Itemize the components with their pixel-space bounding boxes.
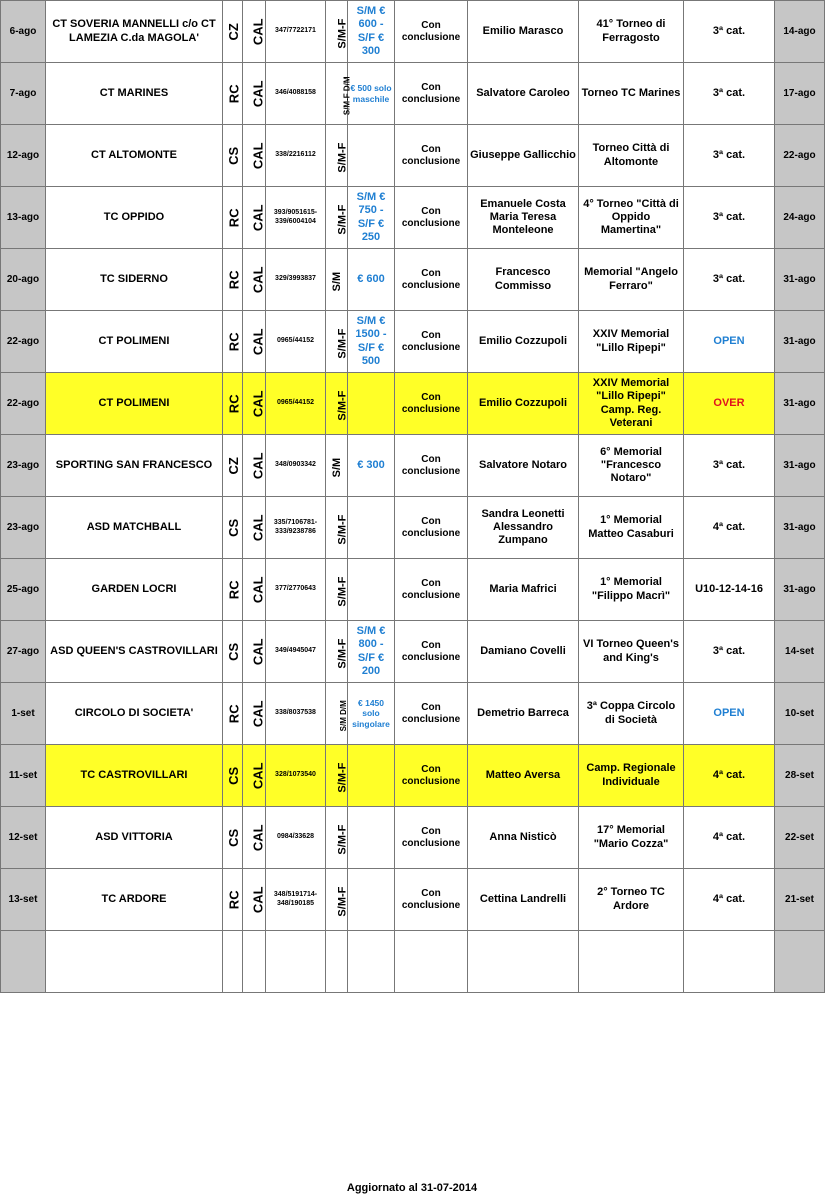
calendar-body	[1, 1, 825, 993]
empty-row	[1, 931, 825, 993]
referee-cell: Francesco Commisso	[468, 249, 579, 311]
event-type: S/M-F	[336, 328, 349, 359]
category-cell: 3ª cat.	[684, 125, 775, 187]
prize-cell	[348, 807, 395, 869]
empty-cell	[775, 931, 825, 993]
phone-cell: 348/5191714- 348/190185	[266, 869, 326, 931]
region-cell	[243, 187, 266, 249]
event-type-cell	[326, 807, 348, 869]
calendar-row	[1, 125, 825, 187]
phone-cell: 335/7106781- 333/9238786	[266, 497, 326, 559]
event-type-cell	[326, 63, 352, 125]
start-date-cell: 23-ago	[1, 497, 46, 559]
start-date-cell: 20-ago	[1, 249, 46, 311]
tournament-name-cell: 1° Memorial Matteo Casaburi	[579, 497, 684, 559]
referee-cell: Salvatore Caroleo	[468, 63, 579, 125]
conclusion-cell: Con conclusione	[395, 249, 468, 311]
province: RC	[226, 84, 242, 104]
empty-cell	[579, 931, 684, 993]
start-date-cell: 1-set	[1, 683, 46, 745]
conclusion-cell: Con conclusione	[395, 683, 468, 745]
club-name-cell: CIRCOLO DI SOCIETA'	[46, 683, 223, 745]
province: RC	[226, 394, 242, 414]
region-cell	[243, 1, 266, 63]
event-type: S/M-F	[336, 514, 349, 545]
region-cell	[243, 249, 266, 311]
prize-cell	[348, 745, 395, 807]
end-date-cell: 21-set	[775, 869, 825, 931]
region-cell	[243, 435, 266, 497]
tournament-name-cell: 41° Torneo di Ferragosto	[579, 1, 684, 63]
tournament-name-cell: Camp. Regionale Individuale	[579, 745, 684, 807]
start-date-cell: 23-ago	[1, 435, 46, 497]
conclusion-cell: Con conclusione	[395, 1, 468, 63]
event-type: S/M-F	[336, 638, 349, 669]
province-cell	[223, 249, 243, 311]
empty-cell	[243, 931, 266, 993]
category-cell: OPEN	[684, 683, 775, 745]
event-type-cell	[326, 745, 348, 807]
prize-cell: S/M € 750 - S/F € 250	[348, 187, 395, 249]
tournament-name-cell: Torneo Città di Altomonte	[579, 125, 684, 187]
club-name-cell: SPORTING SAN FRANCESCO	[46, 435, 223, 497]
conclusion-cell: Con conclusione	[395, 63, 468, 125]
club-name-cell: CT ALTOMONTE	[46, 125, 223, 187]
prize-cell	[348, 497, 395, 559]
empty-cell	[46, 931, 223, 993]
event-type-cell	[326, 249, 348, 311]
start-date-cell: 12-ago	[1, 125, 46, 187]
referee-cell: Emanuele Costa Maria Teresa Monteleone	[468, 187, 579, 249]
end-date-cell: 31-ago	[775, 497, 825, 559]
empty-cell	[395, 931, 468, 993]
province-cell	[223, 559, 243, 621]
region: CAL	[250, 514, 266, 542]
calendar-row	[1, 63, 825, 125]
prize-cell: € 600	[348, 249, 395, 311]
calendar-row	[1, 559, 825, 621]
end-date-cell: 14-set	[775, 621, 825, 683]
start-date-cell: 25-ago	[1, 559, 46, 621]
region-cell	[243, 125, 266, 187]
end-date-cell: 22-ago	[775, 125, 825, 187]
event-type-cell	[326, 311, 348, 373]
phone-cell: 346/4088158	[266, 63, 326, 125]
club-name-cell: ASD QUEEN'S CASTROVILLARI	[46, 621, 223, 683]
event-type-cell	[326, 559, 348, 621]
region: CAL	[250, 204, 266, 232]
end-date-cell: 31-ago	[775, 435, 825, 497]
region: CAL	[250, 142, 266, 170]
conclusion-cell: Con conclusione	[395, 807, 468, 869]
empty-cell	[348, 931, 395, 993]
province: CZ	[225, 23, 241, 41]
prize-cell	[348, 559, 395, 621]
calendar-row	[1, 621, 825, 683]
tournament-name-cell: 1° Memorial "Filippo Macrì"	[579, 559, 684, 621]
conclusion-cell: Con conclusione	[395, 745, 468, 807]
referee-cell: Maria Mafrici	[468, 559, 579, 621]
prize-cell: € 500 solo maschile	[348, 63, 395, 125]
referee-cell: Salvatore Notaro	[468, 435, 579, 497]
end-date-cell: 31-ago	[775, 559, 825, 621]
prize-cell: € 1450 solo singolare	[348, 683, 395, 745]
province-cell	[223, 869, 243, 931]
province-cell	[223, 435, 243, 497]
tournament-name-cell: XXIV Memorial "Lillo Ripepi"	[579, 311, 684, 373]
province: CZ	[225, 457, 241, 475]
region: CAL	[250, 638, 266, 666]
event-type: S/M	[331, 271, 344, 292]
event-type: S/M-F	[336, 886, 349, 917]
event-type: S/M-F	[336, 18, 349, 49]
calendar-row	[1, 745, 825, 807]
start-date-cell: 11-set	[1, 745, 46, 807]
prize-cell: S/M € 1500 - S/F € 500	[348, 311, 395, 373]
referee-cell: Giuseppe Gallicchio	[468, 125, 579, 187]
prize-cell	[348, 373, 395, 435]
phone-cell: 349/4945047	[266, 621, 326, 683]
club-name-cell: ASD MATCHBALL	[46, 497, 223, 559]
province-cell	[223, 125, 243, 187]
prize-cell	[348, 125, 395, 187]
start-date-cell: 27-ago	[1, 621, 46, 683]
end-date-cell: 22-set	[775, 807, 825, 869]
end-date-cell: 14-ago	[775, 1, 825, 63]
end-date-cell: 28-set	[775, 745, 825, 807]
event-type-cell	[326, 621, 348, 683]
province-cell	[223, 1, 243, 63]
category-cell: 4ª cat.	[684, 869, 775, 931]
region: CAL	[250, 576, 266, 604]
province-cell	[223, 311, 243, 373]
province-cell	[223, 621, 243, 683]
phone-cell: 0984/33628	[266, 807, 326, 869]
region: CAL	[250, 824, 266, 852]
update-footer: Aggiornato al 31-07-2014	[346, 1182, 478, 1194]
category-cell: 3ª cat.	[684, 1, 775, 63]
empty-cell	[266, 931, 326, 993]
region: CAL	[250, 328, 266, 356]
region-cell	[243, 683, 266, 745]
club-name-cell: CT SOVERIA MANNELLI c/o CT LAMEZIA C.da MAGOLA'	[46, 1, 223, 63]
event-type-cell	[326, 683, 348, 745]
calendar-row	[1, 807, 825, 869]
tournament-name-cell: VI Torneo Queen's and King's	[579, 621, 684, 683]
referee-cell: Emilio Cozzupoli	[468, 373, 579, 435]
end-date-cell: 10-set	[775, 683, 825, 745]
province-cell	[223, 187, 243, 249]
phone-cell: 393/9051615- 339/6004104	[266, 187, 326, 249]
end-date-cell: 24-ago	[775, 187, 825, 249]
calendar-row	[1, 869, 825, 931]
end-date-cell: 31-ago	[775, 373, 825, 435]
referee-cell: Sandra Leonetti Alessandro Zumpano	[468, 497, 579, 559]
conclusion-cell: Con conclusione	[395, 435, 468, 497]
category-cell: 3ª cat.	[684, 63, 775, 125]
calendar-row	[1, 311, 825, 373]
region-cell	[243, 559, 266, 621]
region: CAL	[250, 18, 266, 46]
region: CAL	[250, 452, 266, 480]
region: CAL	[250, 762, 266, 790]
start-date-cell: 22-ago	[1, 373, 46, 435]
tournament-name-cell: 17° Memorial "Mario Cozza"	[579, 807, 684, 869]
region: CAL	[250, 390, 266, 418]
event-type: S/M D/M	[338, 700, 348, 732]
phone-cell: 348/0903342	[266, 435, 326, 497]
province: CS	[226, 828, 242, 847]
club-name-cell: GARDEN LOCRI	[46, 559, 223, 621]
event-type: S/M-F	[336, 390, 349, 421]
conclusion-cell: Con conclusione	[395, 621, 468, 683]
referee-cell: Damiano Covelli	[468, 621, 579, 683]
conclusion-cell: Con conclusione	[395, 373, 468, 435]
start-date-cell: 22-ago	[1, 311, 46, 373]
region-cell	[243, 621, 266, 683]
category-cell: 4ª cat.	[684, 807, 775, 869]
province-cell	[223, 745, 243, 807]
referee-cell: Emilio Cozzupoli	[468, 311, 579, 373]
conclusion-cell: Con conclusione	[395, 869, 468, 931]
phone-cell: 347/7722171	[266, 1, 326, 63]
category-cell: 3ª cat.	[684, 249, 775, 311]
conclusion-cell: Con conclusione	[395, 559, 468, 621]
province-cell	[223, 683, 243, 745]
tournament-name-cell: 3ª Coppa Circolo di Società	[579, 683, 684, 745]
conclusion-cell: Con conclusione	[395, 311, 468, 373]
referee-cell: Matteo Aversa	[468, 745, 579, 807]
category-cell: 4ª cat.	[684, 745, 775, 807]
referee-cell: Anna Nisticò	[468, 807, 579, 869]
event-type-cell	[326, 497, 348, 559]
club-name-cell: TC OPPIDO	[46, 187, 223, 249]
empty-cell	[468, 931, 579, 993]
province: RC	[226, 270, 242, 290]
region-cell	[243, 869, 266, 931]
calendar-row	[1, 249, 825, 311]
tournament-name-cell: Memorial "Angelo Ferraro"	[579, 249, 684, 311]
province: RC	[226, 580, 242, 600]
region: CAL	[250, 700, 266, 728]
category-cell: 3ª cat.	[684, 621, 775, 683]
tournament-name-cell: XXIV Memorial "Lillo Ripepi" Camp. Reg. Veterani	[579, 373, 684, 435]
region-cell	[243, 373, 266, 435]
prize-cell: € 300	[348, 435, 395, 497]
prize-cell: S/M € 600 - S/F € 300	[348, 1, 395, 63]
club-name-cell: CT POLIMENI	[46, 311, 223, 373]
club-name-cell: CT MARINES	[46, 63, 223, 125]
empty-cell	[223, 931, 243, 993]
calendar-row	[1, 683, 825, 745]
category-cell: 4ª cat.	[684, 497, 775, 559]
calendar-row	[1, 187, 825, 249]
event-type-cell	[326, 373, 348, 435]
region-cell	[243, 807, 266, 869]
phone-cell: 328/1073540	[266, 745, 326, 807]
category-cell: OPEN	[684, 311, 775, 373]
club-name-cell: ASD VITTORIA	[46, 807, 223, 869]
referee-cell: Emilio Marasco	[468, 1, 579, 63]
start-date-cell: 7-ago	[1, 63, 46, 125]
region-cell	[243, 497, 266, 559]
event-type: S/M-F	[336, 142, 349, 173]
phone-cell: 338/8037538	[266, 683, 326, 745]
tournament-name-cell: 2° Torneo TC Ardore	[579, 869, 684, 931]
province-cell	[223, 497, 243, 559]
end-date-cell: 31-ago	[775, 311, 825, 373]
tournament-name-cell: Torneo TC Marines	[579, 63, 684, 125]
event-type: S/M-F	[336, 204, 349, 235]
province: RC	[226, 704, 242, 724]
start-date-cell: 13-set	[1, 869, 46, 931]
region-cell	[243, 745, 266, 807]
event-type: S/M-F D/M	[342, 76, 352, 116]
province: RC	[226, 332, 242, 352]
province: CS	[226, 146, 242, 165]
start-date-cell: 6-ago	[1, 1, 46, 63]
club-name-cell: TC CASTROVILLARI	[46, 745, 223, 807]
calendar-row	[1, 435, 825, 497]
category-cell: 3ª cat.	[684, 187, 775, 249]
prize-cell: S/M € 800 - S/F € 200	[348, 621, 395, 683]
start-date-cell: 12-set	[1, 807, 46, 869]
event-type-cell	[326, 435, 348, 497]
calendar-row	[1, 373, 825, 435]
empty-cell	[1, 931, 46, 993]
event-type-cell	[326, 869, 348, 931]
phone-cell: 0965/44152	[266, 373, 326, 435]
start-date-cell: 13-ago	[1, 187, 46, 249]
prize-cell	[348, 869, 395, 931]
category-cell: OVER	[684, 373, 775, 435]
club-name-cell: CT POLIMENI	[46, 373, 223, 435]
end-date-cell: 17-ago	[775, 63, 825, 125]
event-type: S/M	[331, 457, 344, 478]
event-type-cell	[326, 125, 348, 187]
event-type: S/M-F	[336, 824, 349, 855]
phone-cell: 0965/44152	[266, 311, 326, 373]
phone-cell: 338/2216112	[266, 125, 326, 187]
region: CAL	[250, 886, 266, 914]
calendar-row	[1, 497, 825, 559]
referee-cell: Cettina Landrelli	[468, 869, 579, 931]
empty-cell	[326, 931, 348, 993]
event-type-cell	[326, 187, 348, 249]
province-cell	[223, 63, 243, 125]
province: CS	[226, 518, 242, 537]
end-date-cell: 31-ago	[775, 249, 825, 311]
conclusion-cell: Con conclusione	[395, 187, 468, 249]
province-cell	[223, 807, 243, 869]
category-cell: U10-12-14-16	[684, 559, 775, 621]
referee-cell: Demetrio Barreca	[468, 683, 579, 745]
province: CS	[226, 766, 242, 785]
event-type: S/M-F	[336, 762, 349, 793]
club-name-cell: TC SIDERNO	[46, 249, 223, 311]
club-name-cell: TC ARDORE	[46, 869, 223, 931]
phone-cell: 377/2770643	[266, 559, 326, 621]
province: RC	[226, 890, 242, 910]
event-type: S/M-F	[336, 576, 349, 607]
event-type-cell	[326, 1, 348, 63]
region-cell	[243, 311, 266, 373]
region: CAL	[250, 266, 266, 294]
province-cell	[223, 373, 243, 435]
calendar-row	[1, 1, 825, 63]
province: RC	[226, 208, 242, 228]
conclusion-cell: Con conclusione	[395, 497, 468, 559]
region: CAL	[250, 80, 266, 108]
province: CS	[226, 642, 242, 661]
category-cell: 3ª cat.	[684, 435, 775, 497]
phone-cell: 329/3993837	[266, 249, 326, 311]
empty-cell	[684, 931, 775, 993]
tournament-name-cell: 4° Torneo "Città di Oppido Mamertina"	[579, 187, 684, 249]
conclusion-cell: Con conclusione	[395, 125, 468, 187]
region-cell	[243, 63, 266, 125]
tournament-name-cell: 6° Memorial "Francesco Notaro"	[579, 435, 684, 497]
